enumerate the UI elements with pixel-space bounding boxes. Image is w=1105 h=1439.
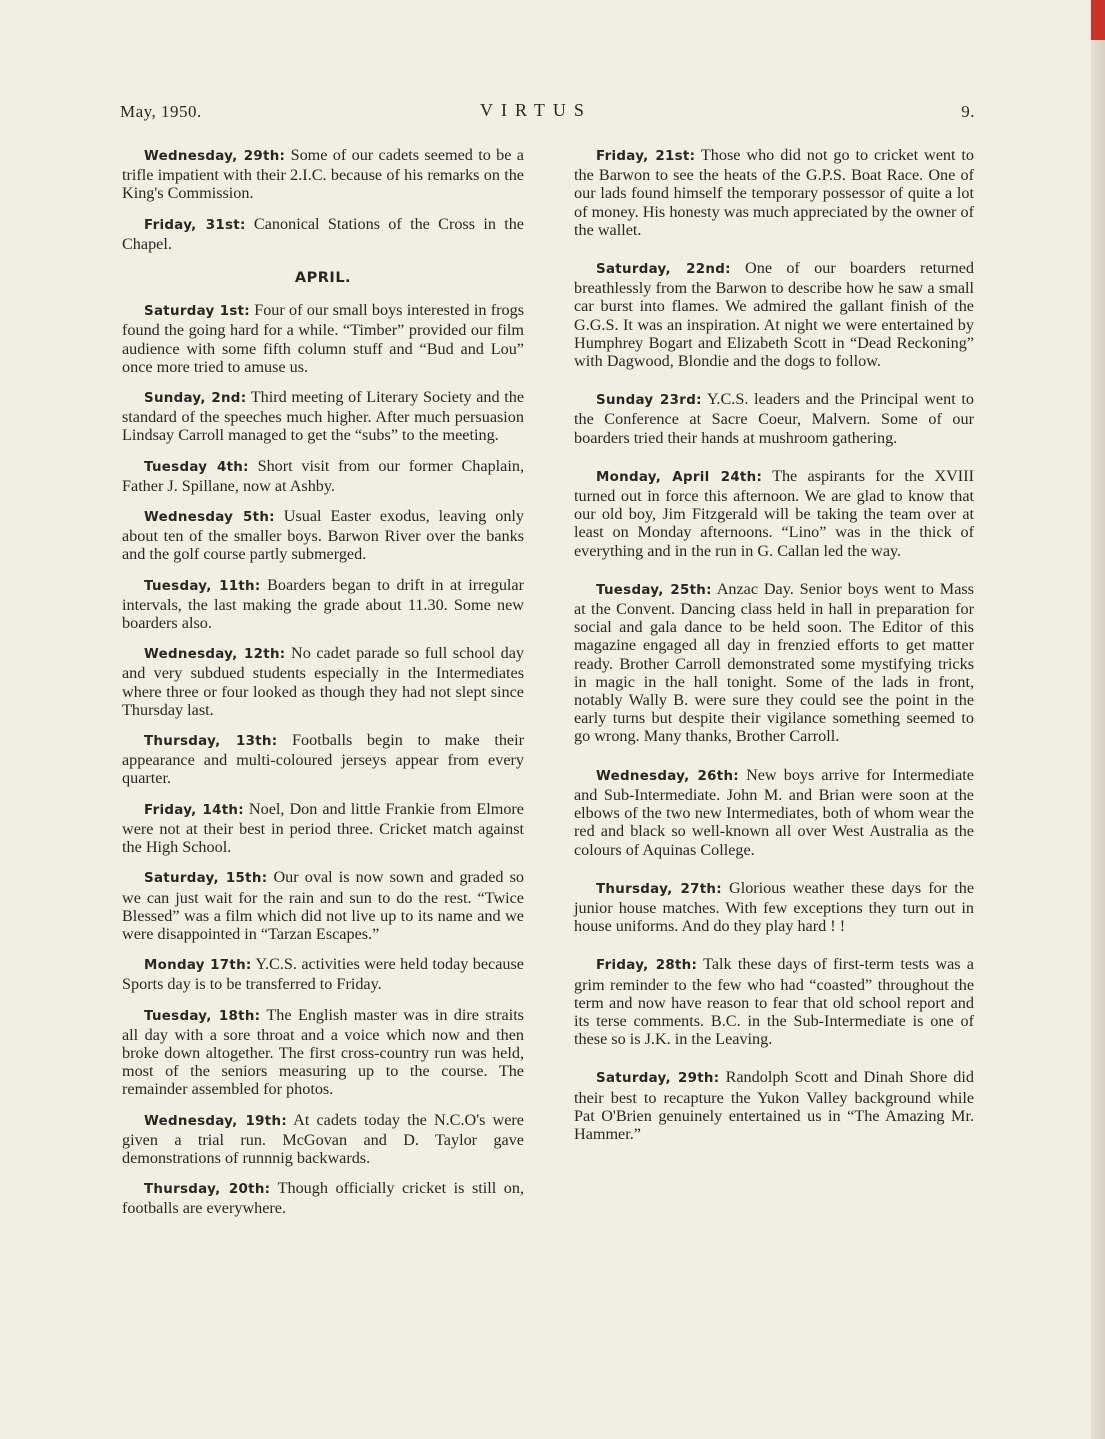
diary-entry bbox=[574, 390, 974, 447]
entry-text: The aspirants for the XVIII turned out in force this afternoon. We are glad to know that our old boy, Jim Fitzgerald will be taking the team over at least on Monday afternoons. “Lino” was in the thick of everything and in the run in G. Callan led the way. bbox=[574, 466, 974, 560]
page-edge bbox=[1091, 0, 1105, 1439]
entry-text: Anzac Day. Senior boys went to Mass at the Convent. Dancing class held in hall in preparation for social and gala dance to be held soon. The Editor of this magazine engaged all day in frenzied efforts to get matter ready. Brother Carroll demonstrated some mystifying tricks in magic in the hall tonight. Some of the lads in front, notably Wally B. were sure they could see the point in the early turns but despite their vigilance something seemed to go wrong. Many thanks, Brother Carroll. bbox=[574, 579, 974, 746]
entry-date: Monday 17th: bbox=[144, 958, 252, 974]
entry-text: Glorious weather these days for the junior house matches. With few exceptions they turn out in house uniforms. And do they play hard ! ! bbox=[574, 878, 975, 936]
entry-date: Sunday, 2nd: bbox=[144, 391, 247, 407]
page-edge-accent bbox=[1091, 0, 1105, 40]
diary-entry bbox=[122, 644, 524, 719]
entry-text: Y.C.S. leaders and the Principal went to the Conference at Sacre Coeur, Malvern. Some of our boarders tried their hands at mushroom gathering. bbox=[574, 390, 974, 447]
magazine-title: VIRTUS bbox=[480, 100, 592, 120]
issue-date: May, 1950. bbox=[120, 102, 202, 121]
diary-entry bbox=[574, 146, 974, 239]
diary-entry bbox=[122, 1006, 524, 1099]
entry-text: Usual Easter exodus, leaving only about ten of the smaller boys. Barwon River over the banks and the golf course partly submerged. bbox=[122, 507, 525, 564]
entry-date: Saturday, 22nd: bbox=[596, 262, 731, 278]
page-number: 9. bbox=[961, 102, 975, 121]
entry-text: Short visit from our former Chaplain, Father J. Spillane, now at Ashby. bbox=[122, 456, 524, 495]
entry-date: Tuesday, 18th: bbox=[144, 1008, 261, 1024]
entry-text: Our oval is now sown and graded so we can just wait for the rain and sun to do the rest. “Twice Blessed” was a film which did not live up to its name and we were disappointed in “Tarzan Escapes.” bbox=[122, 868, 524, 943]
entry-text: Four of our small boys interested in frogs found the going hard for a while. “Timber” provided our film audience with some fifth column stuff and “Bud and Lou” once more tried to amuse us. bbox=[122, 301, 525, 376]
diary-entry bbox=[122, 215, 524, 253]
diary-entry bbox=[122, 457, 524, 495]
entry-text: Y.C.S. activities were held today because Sports day is to be transferred to Friday. bbox=[122, 955, 524, 994]
entry-text: New boys arrive for Intermediate and Sub-Intermediate. John M. and Brian were soon at the elbows of the two new Intermediates, both of whom wear the red and black so well-known all over West Australia as the colours of Aquinas College. bbox=[574, 765, 974, 859]
entry-text: No cadet parade so full school day and very subdued students especially in the Intermediates where three or four looked as though they had not slept since Thursday last. bbox=[122, 644, 524, 719]
diary-entry bbox=[122, 1179, 524, 1217]
right-column bbox=[574, 146, 974, 1155]
diary-entry bbox=[122, 507, 524, 564]
entry-date: Wednesday 5th: bbox=[144, 510, 275, 526]
entry-text: Canonical Stations of the Cross in the Chapel. bbox=[122, 214, 524, 253]
entry-text: Noel, Don and little Frankie from Elmore were not at their best in period three. Cricket match against the High School. bbox=[122, 799, 524, 857]
entry-date: Tuesday, 11th: bbox=[144, 578, 261, 594]
left-column bbox=[122, 146, 524, 1230]
diary-entry bbox=[122, 800, 524, 857]
entry-date: Friday, 14th: bbox=[144, 802, 244, 818]
entry-text: Talk these days of first-term tests was a grim reminder to the few who had “coasted” throughout the term and now have reason to fear that old school report and its terse comments. B.C. in the Sub-Intermediate is one of these so is J.K. in the Leaving. bbox=[574, 955, 974, 1049]
diary-entry bbox=[574, 580, 974, 746]
entry-text: One of our boarders returned breathlessly from the Barwon to describe how he saw a small car burst into flames. We admired the gallant finish of the G.G.S. It was an inspiration. At night we were entertained by Humphrey Bogart and Elizabeth Scott in “Dead Reckoning” with Dagwood, Blondie and the dogs to follow. bbox=[574, 259, 974, 371]
diary-entry bbox=[574, 259, 974, 370]
entry-date: Wednesday, 12th: bbox=[144, 647, 286, 663]
entry-date: Thursday, 13th: bbox=[144, 734, 278, 750]
entry-text: Those who did not go to cricket went to the Barwon to see the heats of the G.P.S. Boat Race. One of our lads found himself the temporary possessor of quite a lot of money. His honesty was much appreciated by the owner of the wallet. bbox=[574, 146, 974, 239]
entry-date: Tuesday, 25th: bbox=[596, 582, 712, 598]
entry-date: Wednesday, 29th: bbox=[144, 149, 286, 164]
entry-text: Randolph Scott and Dinah Shore did their best to recapture the Yukon Valley background while Pat O'Brien genuinely entertained us in “The Amazing Mr. Hammer.” bbox=[574, 1068, 974, 1143]
diary-entry bbox=[122, 576, 524, 633]
diary-entry bbox=[122, 146, 524, 203]
entry-text: The English master was in dire straits all day with a sore throat and a voice which now and then broke down altogether. The first cross-country run was held, most of the seniors measuring up to the course. The remainder assembled for photos. bbox=[122, 1005, 524, 1099]
entry-text: Boarders began to drift in at irregular intervals, the last making the grade about 11.30. Some new boarders also. bbox=[122, 575, 524, 633]
entry-text: At cadets today the N.C.O's were given a trial run. McGovan and D. Taylor gave demonstrations of runnnig backwards. bbox=[122, 1110, 524, 1167]
entry-date: Friday, 28th: bbox=[596, 958, 698, 974]
entry-date: Tuesday 4th: bbox=[144, 459, 249, 475]
diary-entry bbox=[574, 955, 974, 1048]
diary-entry bbox=[122, 731, 524, 788]
diary-entry bbox=[122, 301, 524, 376]
entry-date: Friday, 21st: bbox=[596, 149, 696, 164]
entry-text: Though officially cricket is still on, footballs are everywhere. bbox=[122, 1179, 525, 1218]
entry-date: Wednesday, 26th: bbox=[596, 768, 739, 784]
entry-text: Some of our cadets seemed to be a trifle impatient with their 2.I.C. because of his remarks on the King's Commission. bbox=[122, 146, 524, 203]
entry-text: Third meeting of Literary Society and the standard of the speeches much higher. After much persuasion Lindsay Carroll managed to get the “subs” to the meeting. bbox=[122, 388, 524, 445]
entry-date: Thursday, 20th: bbox=[144, 1182, 271, 1198]
entry-date: Sunday 23rd: bbox=[596, 393, 702, 409]
entry-date: Saturday 1st: bbox=[144, 304, 250, 320]
diary-entry bbox=[122, 955, 524, 993]
entry-text: Footballs begin to make their appearance and multi-coloured jerseys appear from every quarter. bbox=[122, 731, 524, 788]
page-header bbox=[120, 100, 975, 126]
entry-date: Friday, 31st: bbox=[144, 217, 246, 233]
diary-entry bbox=[574, 1068, 974, 1143]
diary-entry bbox=[574, 879, 974, 936]
entry-date: Saturday, 15th: bbox=[144, 871, 268, 887]
diary-entry bbox=[574, 766, 974, 859]
month-heading: APRIL. bbox=[294, 270, 352, 287]
entry-date: Wednesday, 19th: bbox=[144, 1113, 287, 1129]
entry-date: Monday, April 24th: bbox=[596, 469, 763, 485]
entry-date: Saturday, 29th: bbox=[596, 1071, 720, 1087]
diary-entry bbox=[122, 868, 524, 943]
diary-entry bbox=[574, 467, 974, 560]
diary-entry bbox=[122, 388, 524, 445]
diary-entry bbox=[122, 1111, 524, 1168]
entry-date: Thursday, 27th: bbox=[596, 881, 722, 897]
